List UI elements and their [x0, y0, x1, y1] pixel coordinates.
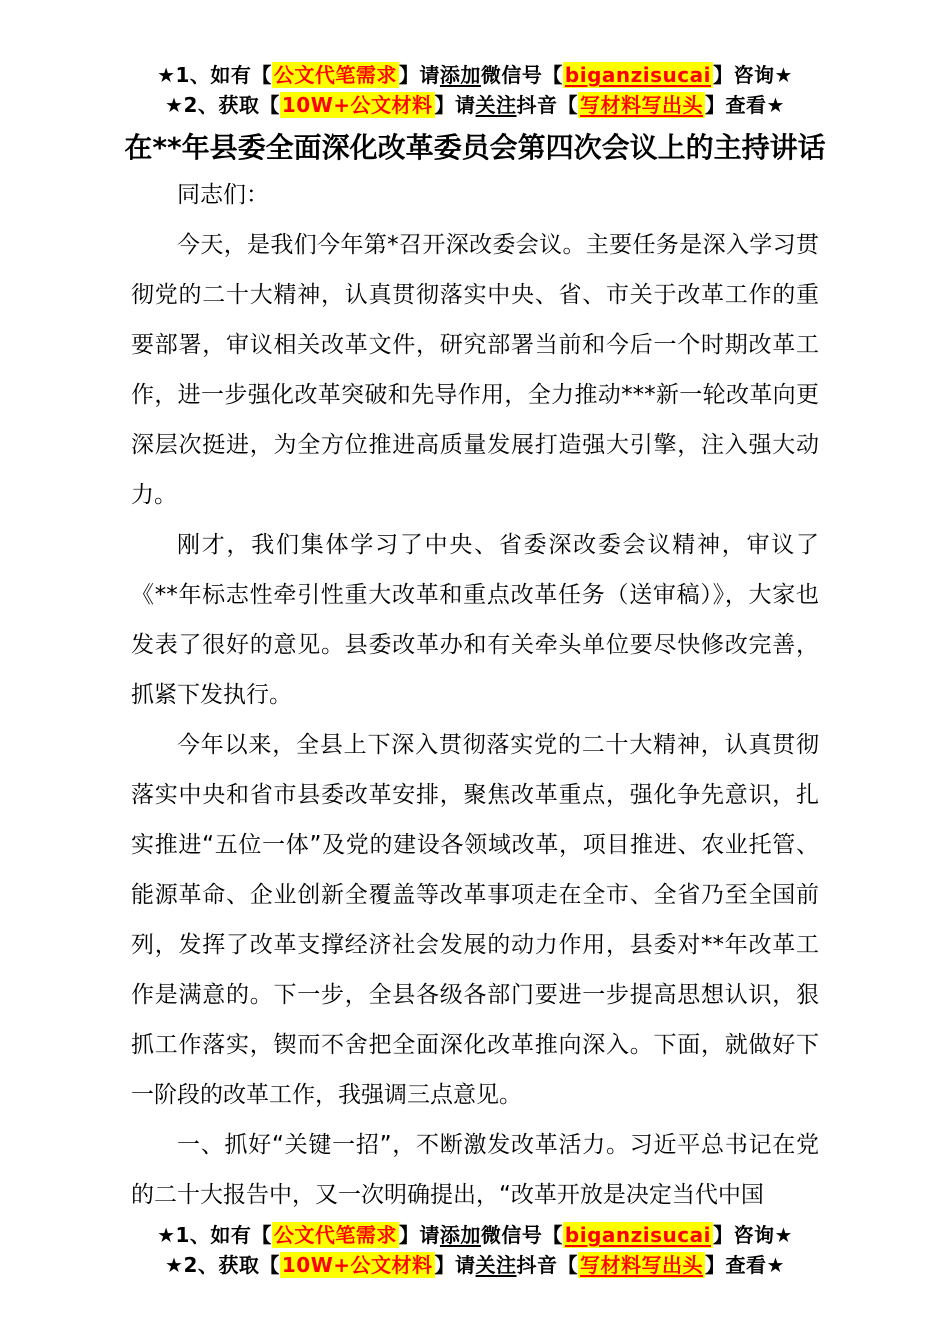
banner-mid: 】请 [398, 63, 440, 87]
body-paragraph-1: 今天，是我们今年第*召开深改委会议。主要任务是深入学习贯彻党的二十大精神，认真贯彻落实中央、省、市关于改革工作的重要部署，审议相关改革文件，研究部署当前和今后一个时期改革工作，进一步强化改革突破和先导作用，全力推动***新一轮改革向更深层次挺进，为全方位推进高质量发展打造强大引擎，注入强大动力。 [131, 232, 819, 508]
banner-material-highlight: 10W+公文材料 [281, 1253, 433, 1277]
banner-wechat-label: 微信号【 [480, 63, 563, 87]
promo-banner-top [0, 0, 950, 120]
banner-mid: 】请 [434, 1253, 476, 1277]
banner-material-highlight: 10W+公文材料 [281, 93, 433, 117]
banner-wechat-id: biganzisucai [564, 1223, 711, 1247]
banner-wechat-id: biganzisucai [564, 63, 711, 87]
body-paragraph-2: 刚才，我们集体学习了中央、省委深改委会议精神，审议了《**年标志性牵引性重大改革和重点改革任务（送审稿）》，大家也发表了很好的意见。县委改革办和有关牵头单位要尽快修改完善，抓紧下发执行。 [131, 532, 819, 708]
banner-suffix: 】查看★ [705, 1253, 785, 1277]
document-body [131, 170, 819, 1220]
banner-prefix: ★2、获取【 [165, 1253, 280, 1277]
banner-mid: 】请 [434, 93, 476, 117]
banner-mid: 】请 [398, 1223, 440, 1247]
promo-banner-line-2 [0, 90, 950, 120]
banner-add-action: 添加 [439, 1223, 481, 1247]
body-paragraph-4: 一、抓好“关键一招”，不断激发改革活力。习近平总书记在党的二十大报告中，又一次明确提出，“改革开放是决定当代中国 [131, 1132, 819, 1208]
body-paragraph-3: 今年以来，全县上下深入贯彻落实党的二十大精神，认真贯彻落实中央和省市县委改革安排，聚焦改革重点，强化争先意识，扎实推进“五位一体”及党的建设各领域改革，项目推进、农业托管、能源革命、企业创新全覆盖等改革事项走在全市、全省乃至全国前列，发挥了改革支撑经济社会发展的动力作用，县委对**年改革工作是满意的。下一步，全县各级各部门要进一步提高思想认识，狠抓工作落实，锲而不舍把全面深化改革推向深入。下面，就做好下一阶段的改革工作，我强调三点意见。 [131, 732, 819, 1108]
banner-prefix: ★1、如有【 [157, 1223, 272, 1247]
promo-banner-line-1 [0, 60, 950, 90]
banner-douyin-label: 抖音【 [516, 93, 579, 117]
banner-follow-action: 关注 [475, 93, 517, 117]
banner-wechat-label: 微信号【 [480, 1223, 563, 1247]
banner-suffix: 】查看★ [705, 93, 785, 117]
banner-suffix: 】咨询★ [713, 63, 793, 87]
banner-service-need-highlight: 公文代笔需求 [273, 1223, 397, 1247]
banner-douyin-name: 写材料写出头 [580, 93, 704, 117]
salutation: 同志们： [177, 182, 269, 208]
banner-prefix: ★2、获取【 [165, 93, 280, 117]
promo-banner-line-1 [0, 1220, 950, 1250]
promo-banner-bottom [0, 1220, 950, 1280]
banner-douyin-name: 写材料写出头 [580, 1253, 704, 1277]
banner-douyin-label: 抖音【 [516, 1253, 579, 1277]
banner-follow-action: 关注 [475, 1253, 517, 1277]
banner-add-action: 添加 [439, 63, 481, 87]
banner-service-need-highlight: 公文代笔需求 [273, 63, 397, 87]
promo-banner-line-2 [0, 1250, 950, 1280]
banner-prefix: ★1、如有【 [157, 63, 272, 87]
document-title: 在**年县委全面深化改革委员会第四次会议上的主持讲话 [124, 131, 826, 164]
banner-suffix: 】咨询★ [713, 1223, 793, 1247]
